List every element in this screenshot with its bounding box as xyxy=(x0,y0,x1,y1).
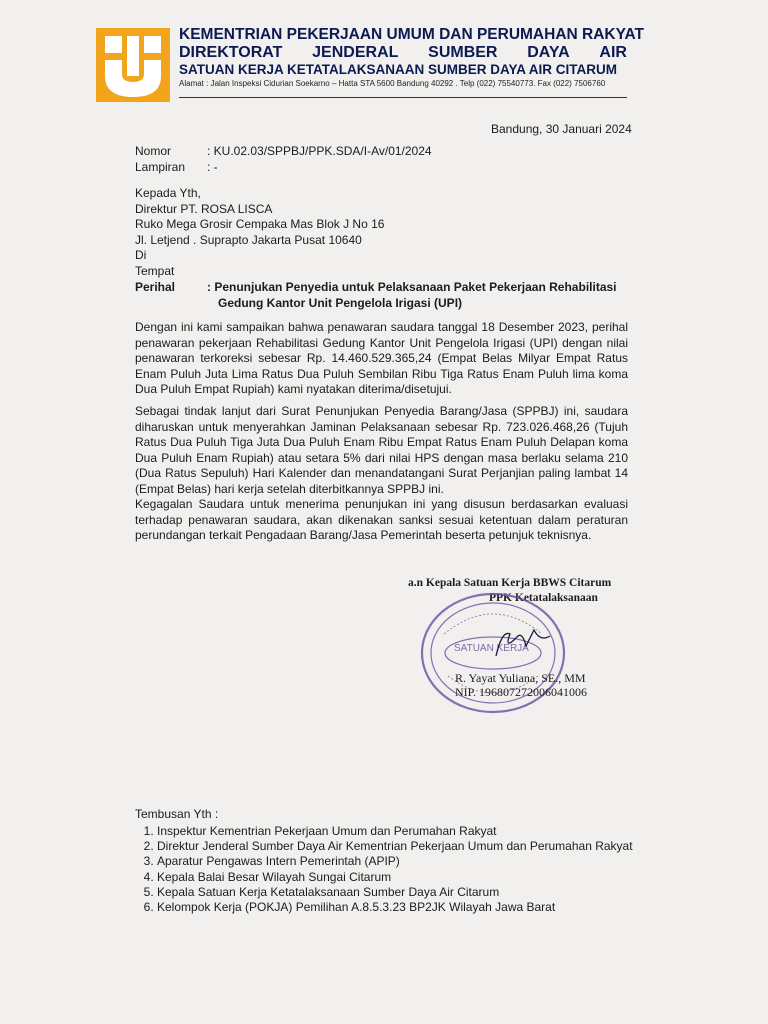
body-paragraph-2: Sebagai tindak lanjut dari Surat Penunjukan Penyedia Barang/Jasa (SPPBJ) ini, saudara diharuskan untuk menyerahkan Jaminan Pelaksanaan sebesar Rp. 723.026.468,26 (Tujuh Ratus Dua Puluh Tiga Juta Dua Puluh Enam Ribu Empat Ratus Enam Puluh Delapan koma Dua Puluh Enam Rupiah) atau setara 5% dari nilai HPS dengan masa berlaku selama 210 (Dua Ratus Sepuluh) Hari Kalender dan menandatangani Surat Perjanjian paling lambat 14 (Empat Belas) hari kerja setelah diterbitkannya SPPBJ ini. xyxy=(135,404,628,496)
letter-date: Bandung, 30 Januari 2024 xyxy=(491,122,632,136)
directorate-word: AIR xyxy=(599,44,627,61)
nomor-value: : KU.02.03/SPPBJ/PPK.SDA/I-Av/01/2024 xyxy=(207,144,432,158)
recipient-line: Jl. Letjend . Suprapto Jakarta Pusat 10640 xyxy=(135,232,362,247)
directorate-word: SUMBER xyxy=(428,44,498,61)
cc-item: 4. Kepala Balai Besar Wilayah Sungai Citarum xyxy=(157,870,677,885)
recipient-line: Tempat xyxy=(135,263,175,278)
recipient-line: Di xyxy=(135,248,147,263)
signature-authority: a.n Kepala Satuan Kerja BBWS Citarum xyxy=(408,577,612,589)
letterhead-address: Alamat : Jalan Inspeksi Cidurian Soekarno – Hatta STA 5600 Bandung 40292 . Telp (022) 75540773. Fax (022) 7506760 xyxy=(179,79,606,88)
ministry-name: KEMENTRIAN PEKERJAAN UMUM DAN PERUMAHAN RAKYAT xyxy=(179,26,645,43)
signature-position: PPK Ketatalaksanaan xyxy=(489,592,598,604)
recipient-block xyxy=(135,186,384,280)
signatory-name: R. Yayat Yuliana, SE., MM xyxy=(455,671,586,685)
recipient-line: Kepada Yth, xyxy=(135,186,201,200)
cc-title: Tembusan Yth : xyxy=(135,807,219,821)
ministry-logo xyxy=(96,28,170,102)
stamp-center-text: SATUAN KERJA xyxy=(454,643,529,654)
subject-line: : Penunjukan Penyedia untuk Pelaksanaan Paket Pekerjaan Rehabilitasi xyxy=(207,280,617,294)
cc-list xyxy=(135,824,677,915)
recipient-line: Ruko Mega Grosir Cempaka Mas Blok J No 16 xyxy=(135,217,385,232)
signatory-nip: NIP. 196807272006041006 xyxy=(455,685,588,699)
cc-item: 2. Direktur Jenderal Sumber Daya Air Kementrian Pekerjaan Umum dan Perumahan Rakyat xyxy=(157,839,677,854)
body-paragraph-3: Kegagalan Saudara untuk menerima penunjukan ini yang disusun berdasarkan evaluasi terhadap penawaran saudara, akan dikenakan sanksi sesuai ketentuan dalam peraturan perundangan terkait Pengadaan Barang/Jasa Pemerintah beserta petunjuk teknisnya. xyxy=(135,497,628,543)
cc-item: 3. Aparatur Pengawas Intern Pemerintah (APIP) xyxy=(157,854,677,869)
cc-item: 6. Kelompok Kerja (POKJA) Pemilihan A.8.5.3.23 BP2JK Wilayah Jawa Barat xyxy=(157,900,677,915)
subject-label: Perihal xyxy=(135,280,176,294)
letterhead xyxy=(179,26,645,89)
nomor-label: Nomor xyxy=(135,144,172,158)
subject-text xyxy=(207,280,627,311)
recipient-line: Direktur PT. ROSA LISCA xyxy=(135,201,273,216)
unit-name: SATUAN KERJA KETATALAKSANAAN SUMBER DAYA AIR CITARUM xyxy=(179,62,618,77)
subject-line: Gedung Kantor Unit Pengelola Irigasi (UPI) xyxy=(218,295,463,310)
cc-item: 5. Kepala Satuan Kerja Ketatalaksanaan Sumber Daya Air Citarum xyxy=(157,885,677,900)
directorate-word: JENDERAL xyxy=(312,44,399,61)
body-paragraph-1: Dengan ini kami sampaikan bahwa penawaran saudara tanggal 18 Desember 2023, perihal penawaran pekerjaan Rehabilitasi Gedung Kantor Unit Pengelola Irigasi (UPI) dengan nilai penawaran terkoreksi sebesar Rp. 14.460.529.365,24 (Empat Belas Milyar Empat Ratus Enam Puluh Juta Lima Ratus Dua Puluh Sembilan Ribu Tiga Ratus Enam Puluh lima koma Dua Puluh Empat Rupiah) kami nyatakan diterima/disetujui. xyxy=(135,320,628,397)
lampiran-value: : - xyxy=(207,160,218,174)
cc-item: 1. Inspektur Kementrian Pekerjaan Umum dan Perumahan Rakyat xyxy=(157,824,677,839)
directorate-name xyxy=(179,44,627,62)
directorate-word: DIREKTORAT xyxy=(179,44,283,61)
directorate-word: DAYA xyxy=(527,44,570,61)
lampiran-label: Lampiran xyxy=(135,160,186,174)
letterhead-divider xyxy=(179,97,627,98)
